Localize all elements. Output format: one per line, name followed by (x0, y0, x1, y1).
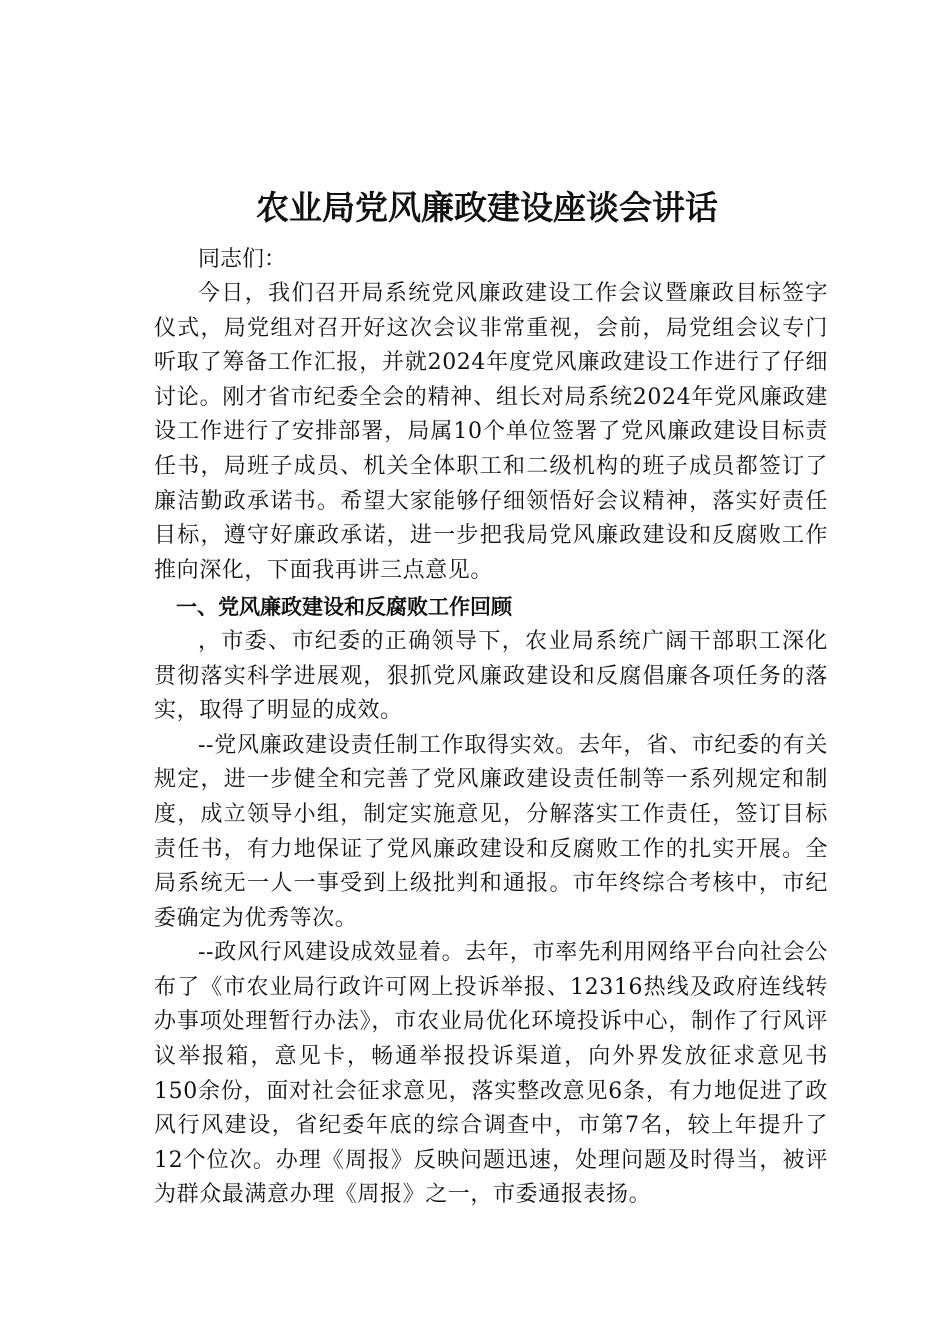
section-paragraph: --政风行风建设成效显着。去年，市率先利用网络平台向社会公布了《市农业局行政许可网上投诉举报、12316热线及政府连线转办事项处理暂行办法》，市农业局优化环境投诉中心，制作了行风评议举报箱，意见卡，畅通举报投诉渠道，向外界发放征求意见书150余份，面对社会征求意见，落实整改意见6条，有力地促进了政风行风建设，省纪委年底的综合调查中，市第7名，较上年提升了12个位次。办理《周报》反映问题迅速，处理问题及时得当，被评为群众最满意办理《周报》之一，市委通报表扬。 (154, 940, 828, 1208)
intro-paragraph: 今日，我们召开局系统党风廉政建设工作会议暨廉政目标签字仪式，局党组对召开好这次会议非常重视，会前，局党组会议专门听取了筹备工作汇报，并就2024年度党风廉政建设工作进行了仔细讨论。刚才省市纪委全会的精神、组长对局系统2024年党风廉政建设工作进行了安排部署，局属10个单位签署了党风廉政建设目标责任书，局班子成员、机关全体职工和二级机构的班子成员都签订了廉洁勤政承诺书。希望大家能够仔细领悟好会议精神，落实好责任目标，遵守好廉政承诺，进一步把我局党风廉政建设和反腐败工作推向深化，下面我再讲三点意见。 (154, 281, 828, 583)
salutation: 同志们： (198, 247, 287, 272)
section-paragraph: --党风廉政建设责任制工作取得实效。去年，省、市纪委的有关规定，进一步健全和完善了党风廉政建设责任制等一系列规定和制度，成立领导小组，制定实施意见，分解落实工作责任，签订目标责任书，有力地保证了党风廉政建设和反腐败工作的扎实开展。全局系统无一人一事受到上级批判和通报。市年终综合考核中，市纪委确定为优秀等次。 (154, 732, 828, 931)
document-page (154, 182, 828, 1213)
section-paragraph: ，市委、市纪委的正确领导下，农业局系统广阔干部职工深化贯彻落实科学进展观，狠抓党风廉政建设和反腐倡廉各项任务的落实，取得了明显的成效。 (154, 628, 828, 724)
section-heading: 一、党风廉政建设和反腐败工作回顾 (176, 595, 512, 620)
document-title: 农业局党风廉政建设座谈会讲话 (256, 188, 718, 227)
